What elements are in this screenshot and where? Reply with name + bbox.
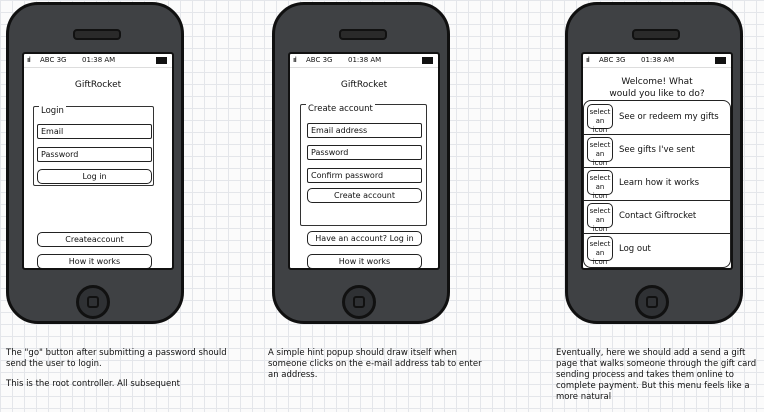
create-account-button[interactable]: Create account [307,188,422,203]
note-create-account [268,348,483,390]
menu-item-label: See gifts I've sent [619,145,695,155]
status-bar [290,54,438,68]
signal-icon: ııl [27,56,30,64]
create-account-button[interactable]: Createaccount [37,232,152,247]
how-it-works-button[interactable]: How it works [37,254,152,269]
placeholder-icon: select an icon [587,236,613,261]
signal-icon: ııl [586,56,589,64]
signal-icon: ııl [293,56,296,64]
placeholder-icon: select an icon [587,203,613,228]
screen-login [22,52,174,270]
note-text: A simple hint popup should draw itself when someone clicks on the e-mail address tab to enter an address. [268,348,482,380]
phone-mockup-menu [565,2,743,324]
menu-item-contact[interactable] [584,200,730,234]
status-time: 01:38 AM [82,56,116,64]
create-account-group-label: Create account [308,104,373,114]
screen-create-account [288,52,440,270]
home-button-icon[interactable] [76,285,110,319]
welcome-title: Welcome! What would you like to do? [609,77,705,99]
menu-item-label: See or redeem my gifts [619,112,719,122]
email-address-field[interactable]: Email address [307,123,422,138]
status-bar [583,54,731,68]
placeholder-icon: select an icon [587,170,613,195]
main-menu [583,100,731,268]
login-button[interactable]: Log in [37,169,152,184]
speaker-icon [73,29,121,40]
menu-item-label: Log out [619,244,651,254]
battery-icon [715,57,726,64]
menu-item-redeem-gifts[interactable] [584,101,730,135]
speaker-icon [339,29,387,40]
carrier-label: ABC 3G [40,56,67,64]
how-it-works-button[interactable]: How it works [307,254,422,269]
menu-item-logout[interactable] [584,233,730,266]
phone-mockup-create-account [272,2,450,324]
status-time: 01:38 AM [641,56,675,64]
note-text: This is the root controller. All subsequent [6,379,180,389]
carrier-label: ABC 3G [599,56,626,64]
status-bar [24,54,172,68]
menu-item-learn-how[interactable] [584,167,730,201]
home-button-icon[interactable] [635,285,669,319]
menu-item-label: Learn how it works [619,178,700,188]
login-group-label: Login [41,106,64,116]
battery-icon [156,57,167,64]
placeholder-icon: select an icon [587,137,613,162]
password-field[interactable]: Password [307,145,422,160]
status-time: 01:38 AM [348,56,382,64]
have-account-login-button[interactable]: Have an account? Log in [307,231,422,246]
note-menu [556,348,761,412]
note-text: Eventually, here we should add a send a gift page that walks someone through the gift card sending process and takes them online to complete payment. But this menu feels like a more natural [556,348,757,402]
note-text: The "go" button after submitting a password should send the user to login. [6,348,227,369]
menu-item-gifts-sent[interactable] [584,134,730,168]
menu-item-label: Contact Giftrocket [619,211,697,221]
note-login [6,348,231,399]
screen-menu [581,52,733,270]
phone-mockup-login [6,2,184,324]
app-title: GiftRocket [340,80,388,90]
placeholder-icon: select an icon [587,104,613,129]
password-field[interactable]: Password [37,147,152,162]
confirm-password-field[interactable]: Confirm password [307,168,422,183]
speaker-icon [632,29,680,40]
carrier-label: ABC 3G [306,56,333,64]
battery-icon [422,57,433,64]
app-title: GiftRocket [74,80,122,90]
email-field[interactable]: Email [37,124,152,139]
home-button-icon[interactable] [342,285,376,319]
